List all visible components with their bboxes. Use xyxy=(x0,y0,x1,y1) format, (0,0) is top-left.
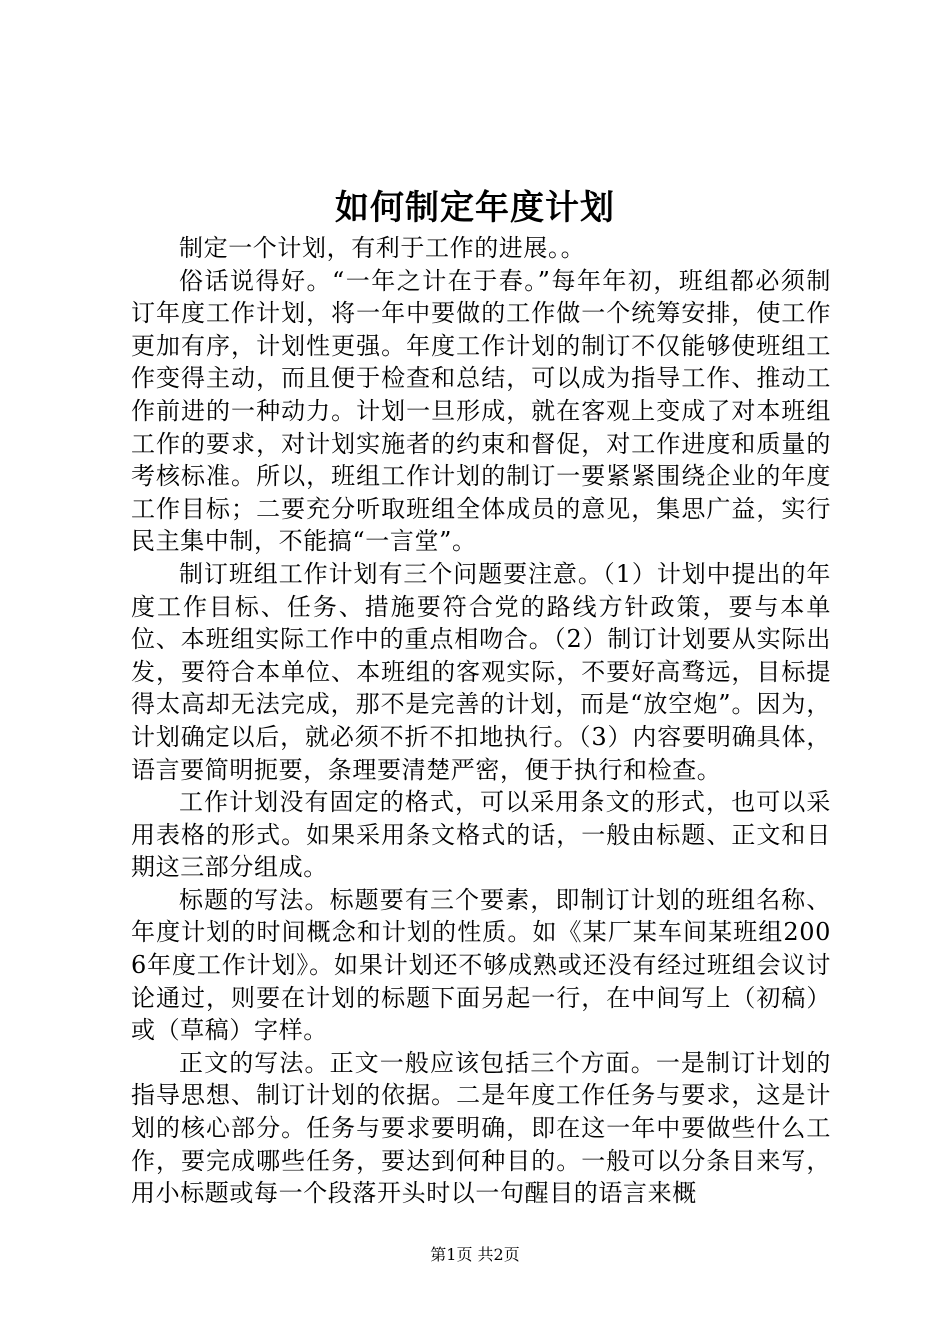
document-body xyxy=(131,232,831,1210)
document-title: 如何制定年度计划 xyxy=(335,188,615,228)
page-number-footer: 第1页 共2页 xyxy=(430,1245,520,1264)
paragraph: 制订班组工作计划有三个问题要注意。（1）计划中提出的年度工作目标、任务、措施要符合党的路线方针政策，要与本单位、本班组实际工作中的重点相吻合。（2）制订计划要从实际出发，要符合本单位、本班组的客观实际，不要好高骛远，目标提得太高却无法完成，那不是完善的计划，而是“放空炮”。因为，计划确定以后，就必须不折不扣地执行。（3）内容要明确具体，语言要简明扼要，条理要清楚严密，便于执行和检查。 xyxy=(131,559,831,784)
paragraph: 工作计划没有固定的格式，可以采用条文的形式，也可以采用表格的形式。如果采用条文格式的话，一般由标题、正文和日期这三部分组成。 xyxy=(131,788,831,882)
paragraph: 标题的写法。标题要有三个要素，即制订计划的班组名称、年度计划的时间概念和计划的性质。如《某厂某车间某班组2006年度工作计划》。如果计划还不够成熟或还没有经过班组会议讨论通过，则要在计划的标题下面另起一行，在中间写上（初稿）或（草稿）字样。 xyxy=(131,885,831,1045)
paragraph: 俗话说得好。“一年之计在于春。”每年年初，班组都必须制订年度工作计划，将一年中要做的工作做一个统筹安排，使工作更加有序，计划性更强。年度工作计划的制订不仅能够使班组工作变得主动，而且便于检查和总结，可以成为指导工作、推动工作前进的一种动力。计划一旦形成，就在客观上变成了对本班组工作的要求，对计划实施者的约束和督促，对工作进度和质量的考核标准。所以，班组工作计划的制订一要紧紧围绕企业的年度工作目标；二要充分听取班组全体成员的意见，集思广益，实行民主集中制，不能搞“一言堂”。 xyxy=(131,266,831,556)
paragraph: 制定一个计划，有利于工作的进展。。 xyxy=(179,234,586,262)
paragraph: 正文的写法。正文一般应该包括三个方面。一是制订计划的指导思想、制订计划的依据。二是年度工作任务与要求，这是计划的核心部分。任务与要求要明确，即在这一年中要做些什么工作，要完成哪些任务，要达到何种目的。一般可以分条目来写，用小标题或每一个段落开头时以一句醒目的语言来概 xyxy=(131,1048,831,1208)
